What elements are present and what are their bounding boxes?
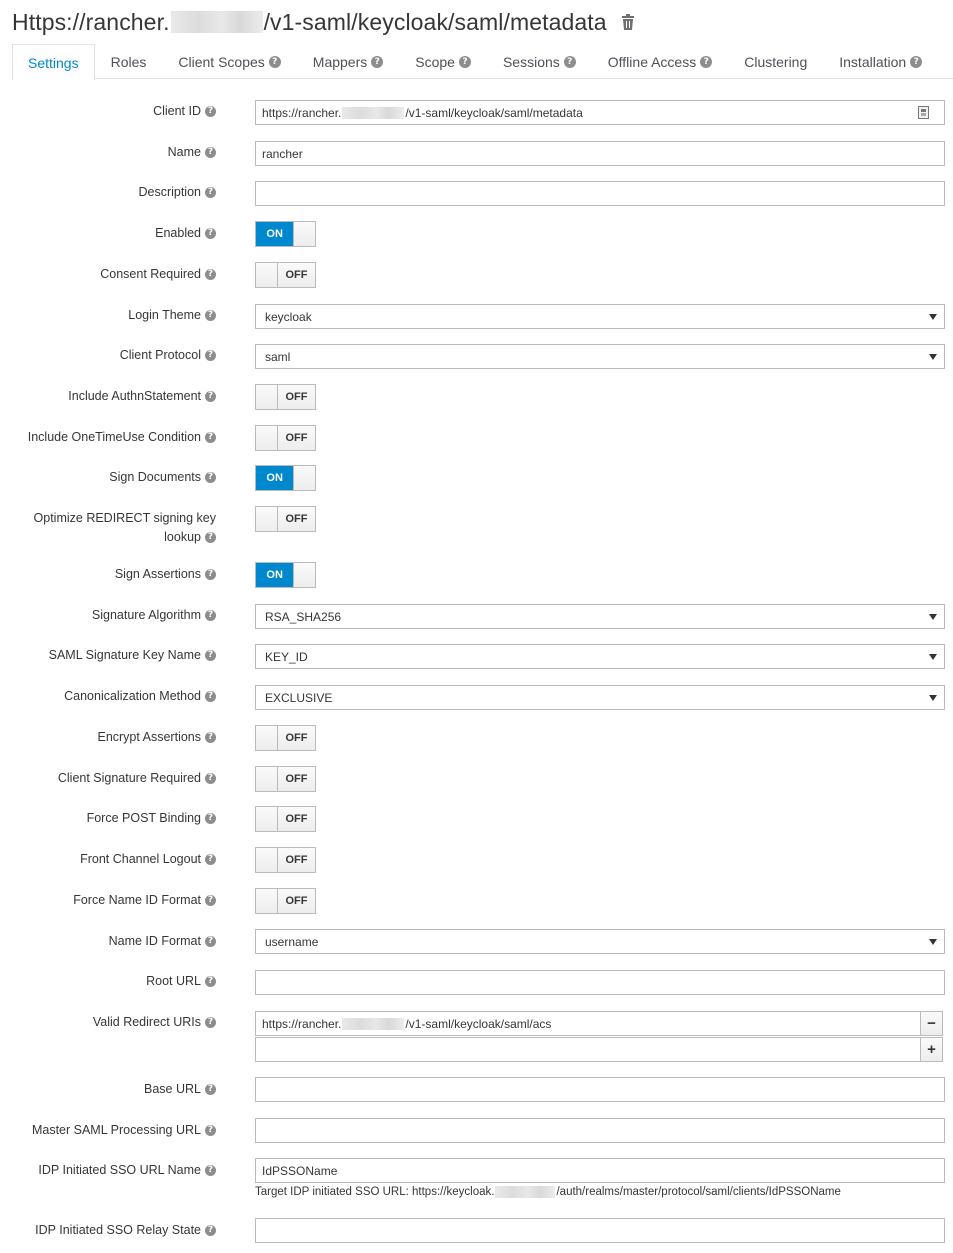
help-icon[interactable]: ? — [910, 56, 922, 68]
clipboard-icon[interactable] — [918, 106, 929, 119]
tab-installation[interactable] — [823, 44, 938, 79]
tab-label: Mappers — [312, 54, 368, 70]
tab-sessions[interactable] — [487, 44, 592, 79]
idp-initiated-sso-relay-state-input[interactable] — [255, 1218, 945, 1243]
help-icon[interactable]: ? — [205, 147, 216, 158]
canonicalization-method-label: Canonicalization Method ? — [64, 687, 216, 706]
redacted-domain — [171, 11, 263, 33]
idp-initiated-sso-url-name-label: IDP Initiated SSO URL Name ? — [38, 1161, 216, 1180]
sign-documents-toggle[interactable] — [255, 465, 316, 491]
force-post-binding-toggle[interactable] — [255, 806, 316, 832]
tab-roles[interactable] — [95, 44, 163, 79]
tab-label: Scope — [415, 54, 455, 70]
help-icon[interactable]: ? — [205, 391, 216, 402]
idp-sso-url-name-value: IdPSSOName — [262, 1163, 338, 1178]
encrypt-assertions-toggle[interactable] — [255, 725, 316, 751]
toggle-state: OFF — [278, 385, 315, 409]
idp-initiated-sso-url-name-input[interactable] — [255, 1158, 945, 1183]
login-theme-select[interactable] — [255, 304, 945, 329]
client-signature-required-label: Client Signature Required ? — [58, 769, 216, 788]
help-icon[interactable]: ? — [205, 813, 216, 824]
valid-redirect-uris-label: Valid Redirect URIs ? — [93, 1013, 216, 1032]
toggle-knob — [256, 767, 278, 791]
help-icon[interactable]: ? — [205, 310, 216, 321]
toggle-state: ON — [256, 466, 293, 490]
include-authn-statement-toggle[interactable] — [255, 384, 316, 410]
include-onetimeuse-toggle[interactable] — [255, 425, 316, 451]
select-value: saml — [265, 349, 291, 364]
toggle-knob — [256, 807, 278, 831]
tab-offline-access[interactable] — [592, 44, 728, 79]
description-input[interactable] — [255, 181, 945, 206]
toggle-state: OFF — [278, 807, 315, 831]
name-id-format-label: Name ID Format ? — [109, 932, 216, 951]
base-url-input[interactable] — [255, 1077, 945, 1102]
login-theme-label: Login Theme ? — [128, 306, 216, 325]
tab-settings[interactable] — [12, 44, 95, 80]
sign-assertions-label: Sign Assertions ? — [115, 565, 216, 584]
help-icon[interactable]: ? — [205, 1165, 216, 1176]
include-onetimeuse-label: Include OneTimeUse Condition ? — [28, 428, 216, 447]
tab-label: Installation — [839, 54, 907, 70]
add-redirect-uri-button[interactable] — [920, 1037, 943, 1062]
signature-algorithm-label: Signature Algorithm ? — [92, 606, 216, 625]
caret-down-icon — [929, 695, 937, 701]
redacted-domain — [342, 107, 404, 119]
select-value: EXCLUSIVE — [265, 690, 333, 705]
tab-client-scopes[interactable] — [162, 44, 296, 79]
help-icon[interactable]: ? — [205, 432, 216, 443]
caret-down-icon — [929, 939, 937, 945]
tab-scope[interactable] — [399, 44, 487, 79]
help-icon[interactable]: ? — [205, 1084, 216, 1095]
help-icon[interactable]: ? — [205, 228, 216, 239]
optimize-redirect-label: Optimize REDIRECT signing key lookup ? — [33, 511, 216, 544]
help-prefix: Target IDP initiated SSO URL: https://keycloak. — [255, 1186, 495, 1198]
minus-icon: − — [927, 1015, 936, 1032]
help-icon[interactable]: ? — [205, 854, 216, 865]
toggle-state: ON — [256, 563, 293, 587]
help-icon[interactable]: ? — [205, 691, 216, 702]
toggle-state: OFF — [278, 426, 315, 450]
enabled-toggle[interactable] — [255, 221, 316, 247]
tab-label: Sessions — [502, 54, 560, 70]
redirect-uri-input[interactable] — [255, 1011, 921, 1036]
help-icon[interactable]: ? — [205, 1125, 216, 1136]
name-input[interactable] — [255, 141, 945, 166]
toggle-state: OFF — [278, 726, 315, 750]
select-value: RSA_SHA256 — [265, 609, 342, 624]
sign-assertions-toggle[interactable] — [255, 562, 316, 588]
force-name-id-format-toggle[interactable] — [255, 888, 316, 914]
redacted-domain — [342, 1018, 404, 1030]
new-redirect-uri-input[interactable] — [255, 1037, 921, 1062]
target-idp-sso-url-help — [255, 1186, 841, 1198]
caret-down-icon — [929, 614, 937, 620]
toggle-state: OFF — [278, 507, 315, 531]
select-value: KEY_ID — [265, 649, 308, 664]
encrypt-assertions-label: Encrypt Assertions ? — [97, 728, 216, 747]
trash-icon[interactable] — [621, 13, 635, 31]
enabled-label: Enabled ? — [155, 224, 216, 243]
help-icon[interactable]: ? — [205, 269, 216, 280]
master-saml-processing-url-input[interactable] — [255, 1118, 945, 1143]
help-icon[interactable]: ? — [205, 650, 216, 661]
canonicalization-method-select[interactable] — [255, 685, 945, 710]
consent-required-toggle[interactable] — [255, 262, 316, 288]
tab-mappers[interactable] — [297, 44, 399, 79]
caret-down-icon — [929, 654, 937, 660]
help-icon[interactable]: ? — [205, 732, 216, 743]
client-id-prefix: https://rancher. — [262, 105, 342, 120]
caret-down-icon — [929, 314, 937, 320]
page-title — [12, 6, 635, 38]
toggle-state: OFF — [278, 848, 315, 872]
front-channel-logout-toggle[interactable] — [255, 847, 316, 873]
root-url-input[interactable] — [255, 970, 945, 995]
help-icon[interactable]: ? — [205, 532, 216, 543]
tab-label: Client Scopes — [178, 54, 265, 70]
optimize-redirect-toggle[interactable] — [255, 506, 316, 532]
help-icon[interactable]: ? — [205, 1225, 216, 1236]
help-icon[interactable]: ? — [205, 187, 216, 198]
select-value: username — [265, 934, 319, 949]
redirect-uri-prefix: https://rancher. — [262, 1016, 342, 1031]
toggle-knob — [256, 726, 278, 750]
title-suffix: /v1-saml/keycloak/saml/metadata — [263, 8, 607, 35]
front-channel-logout-label: Front Channel Logout ? — [80, 850, 216, 869]
toggle-knob — [256, 848, 278, 872]
client-id-label: Client ID ? — [153, 102, 216, 121]
tab-label: Clustering — [744, 54, 808, 70]
toggle-knob — [256, 889, 278, 913]
toggle-state: OFF — [278, 767, 315, 791]
help-icon[interactable]: ? — [205, 106, 216, 117]
help-suffix: /auth/realms/master/protocol/saml/clients/IdPSSOName — [556, 1186, 841, 1198]
base-url-label: Base URL ? — [144, 1080, 216, 1099]
help-icon[interactable]: ? — [205, 569, 216, 580]
help-icon[interactable]: ? — [205, 936, 216, 947]
idp-initiated-sso-relay-state-label: IDP Initiated SSO Relay State ? — [35, 1221, 216, 1240]
title-prefix: Https://rancher. — [12, 8, 170, 35]
help-icon[interactable]: ? — [205, 610, 216, 621]
include-authn-statement-label: Include AuthnStatement ? — [68, 387, 216, 406]
toggle-state: OFF — [278, 263, 315, 287]
toggle-state: OFF — [278, 889, 315, 913]
name-label: Name ? — [168, 143, 216, 162]
client-protocol-label: Client Protocol ? — [120, 346, 216, 365]
help-icon[interactable]: ? — [700, 56, 712, 68]
help-icon[interactable]: ? — [205, 895, 216, 906]
tab-label: Settings — [28, 54, 79, 71]
caret-down-icon — [929, 354, 937, 360]
client-id-field[interactable] — [255, 100, 945, 125]
help-icon[interactable]: ? — [205, 773, 216, 784]
toggle-knob — [256, 507, 278, 531]
consent-required-label: Consent Required ? — [100, 265, 216, 284]
force-post-binding-label: Force POST Binding ? — [87, 809, 216, 828]
help-icon[interactable]: ? — [205, 1017, 216, 1028]
client-id-suffix: /v1-saml/keycloak/saml/metadata — [405, 105, 583, 120]
name-id-format-select[interactable] — [255, 929, 945, 954]
toggle-knob — [256, 385, 278, 409]
force-name-id-format-label: Force Name ID Format ? — [73, 891, 216, 910]
redirect-uri-suffix: /v1-saml/keycloak/saml/acs — [405, 1016, 552, 1031]
plus-icon: + — [927, 1041, 936, 1058]
name-value: rancher — [262, 146, 303, 161]
help-icon[interactable]: ? — [459, 56, 471, 68]
tab-label: Offline Access — [607, 54, 697, 70]
toggle-knob — [293, 222, 315, 246]
help-icon[interactable]: ? — [564, 56, 576, 68]
help-icon[interactable]: ? — [205, 976, 216, 987]
redacted-domain — [495, 1186, 555, 1198]
toggle-knob — [256, 426, 278, 450]
tab-bar — [12, 44, 953, 79]
toggle-knob — [293, 563, 315, 587]
client-protocol-select[interactable] — [255, 344, 945, 369]
saml-signature-key-name-label: SAML Signature Key Name ? — [49, 646, 216, 665]
saml-signature-key-name-select[interactable] — [255, 644, 945, 669]
tab-clustering[interactable] — [728, 44, 823, 79]
toggle-state: ON — [256, 222, 293, 246]
toggle-knob — [256, 263, 278, 287]
description-label: Description ? — [138, 183, 216, 202]
help-icon[interactable]: ? — [205, 472, 216, 483]
help-icon[interactable]: ? — [269, 56, 281, 68]
sign-documents-label: Sign Documents ? — [109, 468, 216, 487]
remove-redirect-uri-button[interactable] — [920, 1011, 943, 1036]
signature-algorithm-select[interactable] — [255, 604, 945, 629]
help-icon[interactable]: ? — [205, 350, 216, 361]
client-signature-required-toggle[interactable] — [255, 766, 316, 792]
tab-label: Roles — [110, 54, 147, 70]
select-value: keycloak — [265, 309, 312, 324]
toggle-knob — [293, 466, 315, 490]
master-saml-processing-url-label: Master SAML Processing URL ? — [32, 1121, 216, 1140]
help-icon[interactable]: ? — [371, 56, 383, 68]
root-url-label: Root URL ? — [146, 972, 216, 991]
